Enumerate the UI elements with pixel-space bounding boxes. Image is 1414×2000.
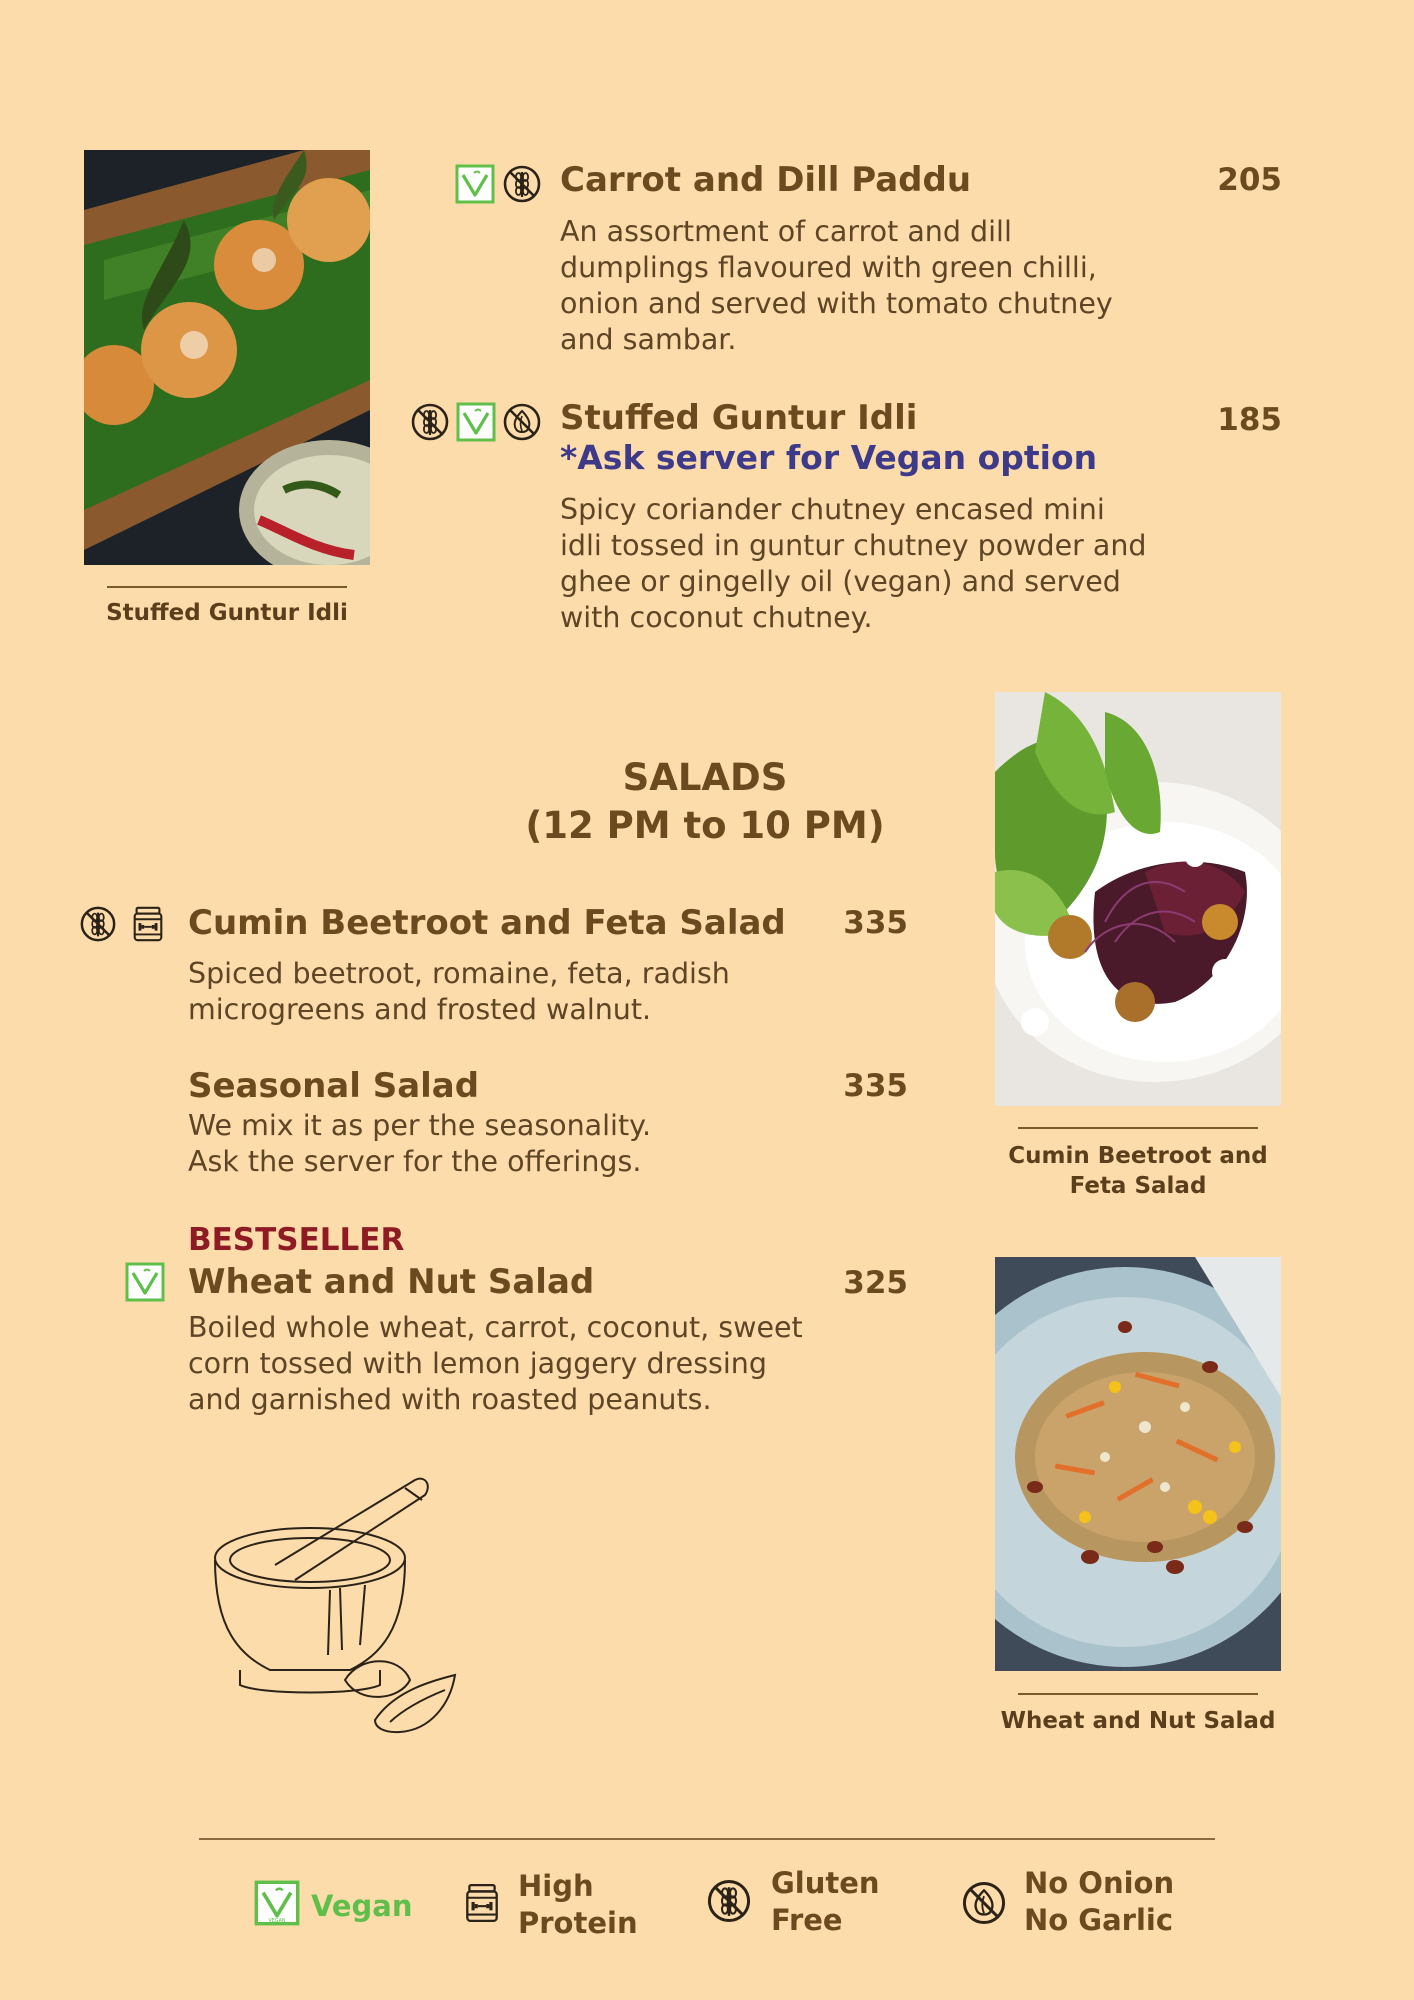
photo-caption: Cumin Beetroot and Feta Salad (1008, 1143, 1268, 1199)
photo-caption: Stuffed Guntur Idli (106, 600, 348, 626)
vegan-icon (254, 1880, 300, 1926)
vegan-icon (455, 164, 495, 204)
item-title: Wheat and Nut Salad (188, 1262, 595, 1302)
photo-wheat-nut-salad (995, 1257, 1281, 1671)
vegan-option-note: *Ask server for Vegan option (560, 438, 1098, 477)
item-price: 325 (843, 1265, 908, 1301)
item-title: Carrot and Dill Paddu (560, 160, 972, 200)
legend-divider (199, 1838, 1215, 1840)
item-description: Spiced beetroot, romaine, feta, radish microgreens and frosted walnut. (188, 957, 730, 1026)
legend-high-protein-label: High Protein (518, 1869, 638, 1940)
photo-cumin-beetroot-salad (995, 692, 1281, 1106)
item-title: Stuffed Guntur Idli (560, 398, 918, 438)
gluten-free-icon (79, 905, 117, 943)
item-title: Cumin Beetroot and Feta Salad (188, 903, 786, 943)
legend-gluten-free-label: Gluten Free (771, 1866, 880, 1937)
high-protein-icon (129, 905, 167, 943)
item-price: 335 (843, 1068, 908, 1104)
legend-vegan-label: Vegan (311, 1889, 413, 1923)
vegan-icon (456, 402, 496, 442)
item-description: We mix it as per the seasonality. Ask the server for the offerings. (188, 1109, 651, 1178)
legend-no-onion-garlic-label: No Onion No Garlic (1024, 1866, 1175, 1937)
high-protein-icon (461, 1880, 503, 1926)
photo-stuffed-guntur-idli (84, 150, 370, 565)
bestseller-badge: BESTSELLER (188, 1222, 405, 1258)
item-description: An assortment of carrot and dill dumplings flavoured with green chilli, onion and served with tomato chutney and sambar. (560, 215, 1113, 356)
no-onion-garlic-icon (502, 402, 542, 442)
item-price: 185 (1217, 402, 1282, 438)
vegan-icon (125, 1262, 165, 1302)
svg-text:VEGAN: VEGAN (268, 1918, 286, 1924)
caption-rule (107, 586, 347, 588)
item-price: 335 (843, 905, 908, 941)
mortar-pestle-illustration (200, 1470, 470, 1740)
section-title-salads: SALADS (12 PM to 10 PM) (525, 756, 885, 847)
caption-rule (1018, 1127, 1258, 1129)
item-description: Boiled whole wheat, carrot, coconut, sweet corn tossed with lemon jaggery dressing and garnished with roasted peanuts. (188, 1311, 803, 1416)
item-title: Seasonal Salad (188, 1066, 480, 1106)
gluten-free-icon (706, 1878, 752, 1924)
caption-rule (1018, 1693, 1258, 1695)
no-onion-garlic-icon (961, 1880, 1007, 1926)
photo-caption: Wheat and Nut Salad (1000, 1708, 1276, 1734)
item-description: Spicy coriander chutney encased mini idli tossed in guntur chutney powder and ghee or gingelly oil (vegan) and served with coconut chutney. (560, 493, 1147, 634)
gluten-free-icon (502, 164, 542, 204)
item-price: 205 (1217, 162, 1282, 198)
gluten-free-icon (410, 402, 450, 442)
